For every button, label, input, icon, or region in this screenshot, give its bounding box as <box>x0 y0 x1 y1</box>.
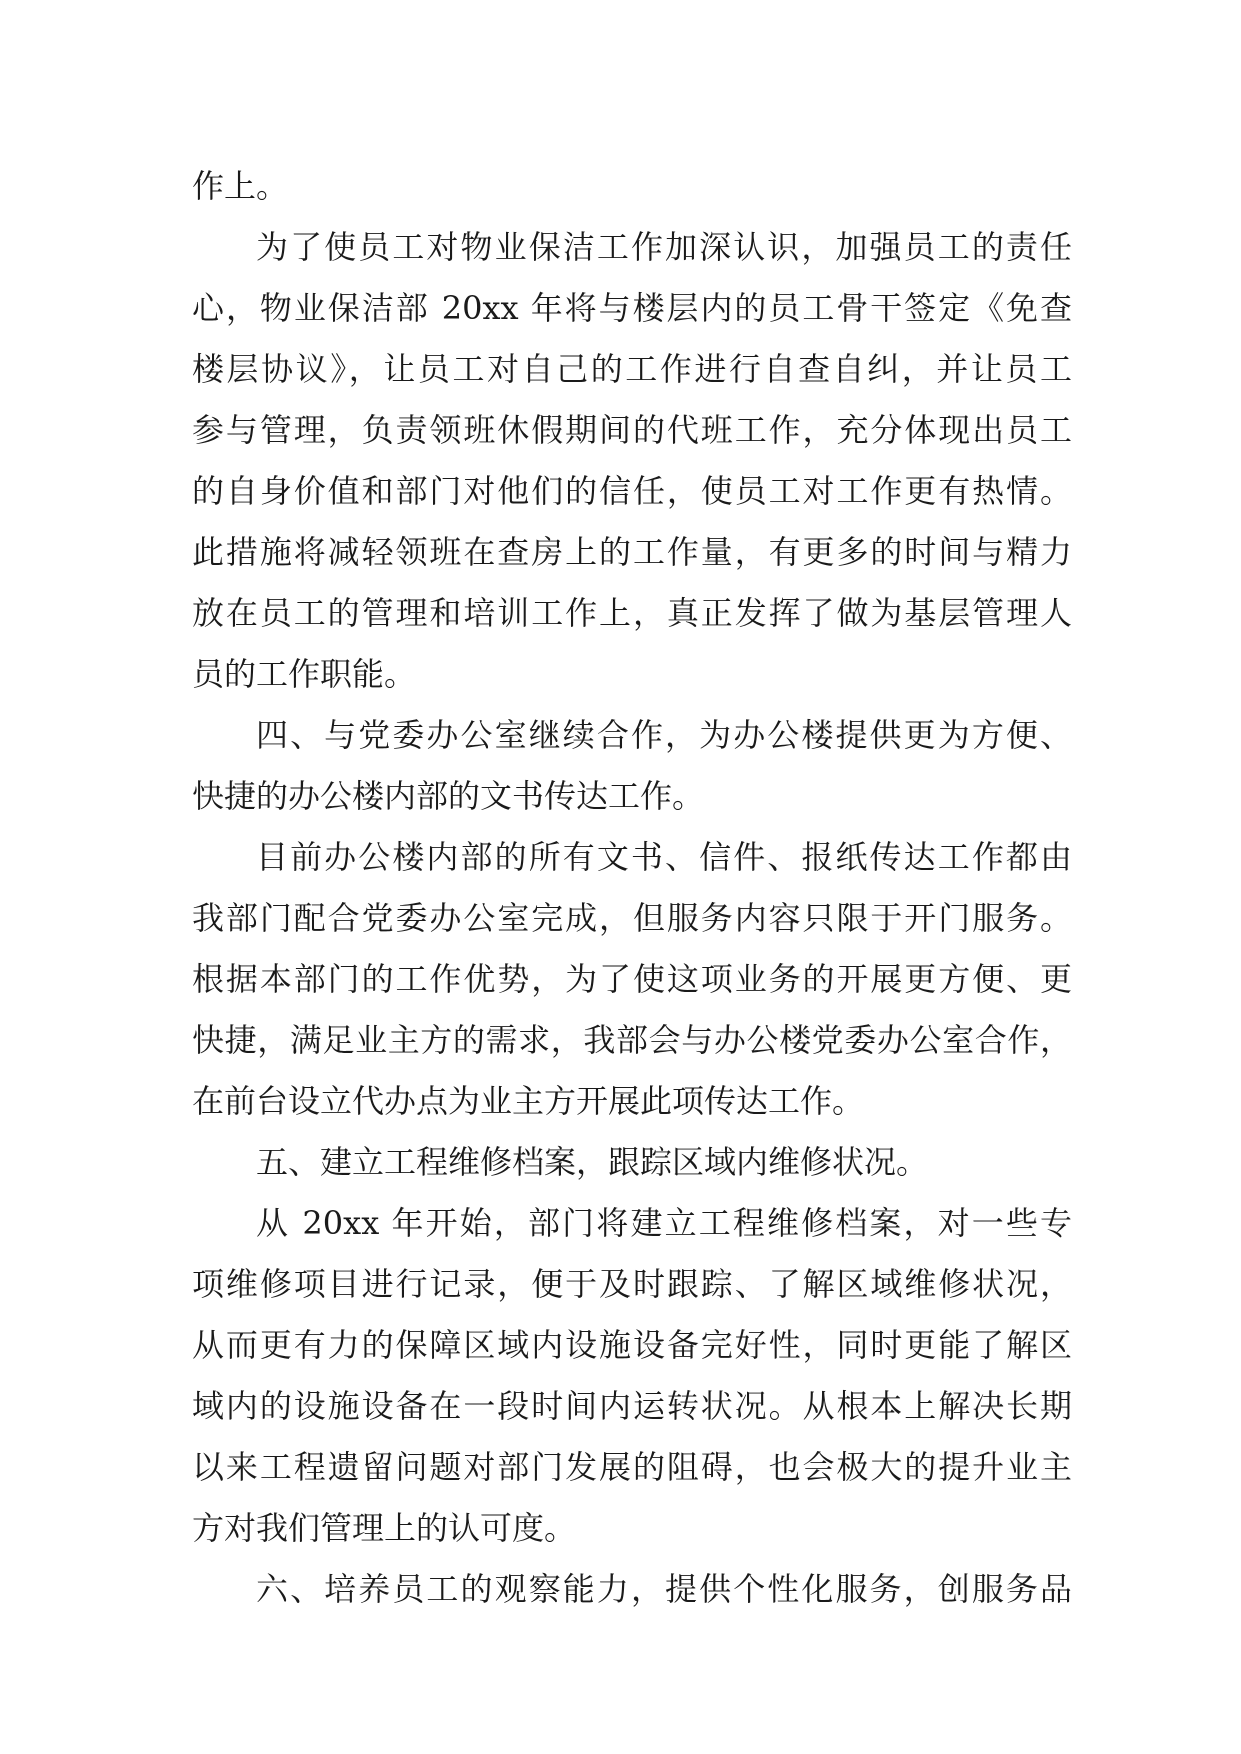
text-line: 从 20xx 年开始，部门将建立工程维修档案，对一些专 <box>256 1204 1072 1242</box>
text-line: 方对我们管理上的认可度。 <box>192 1509 577 1547</box>
text-line: 作上。 <box>192 167 289 205</box>
text-line: 为了使员工对物业保洁工作加深认识，加强员工的责任 <box>256 228 1072 266</box>
text-line: 四、与党委办公室继续合作，为办公楼提供更为方便、 <box>256 716 1072 754</box>
text-line: 在前台设立代办点为业主方开展此项传达工作。 <box>192 1082 865 1120</box>
text-line: 项维修项目进行记录，便于及时跟踪、了解区域维修状况， <box>192 1265 1072 1303</box>
text-line: 域内的设施设备在一段时间内运转状况。从根本上解决长期 <box>192 1387 1072 1425</box>
text-line: 的自身价值和部门对他们的信任，使员工对工作更有热情。 <box>192 472 1072 510</box>
text-line: 楼层协议》，让员工对自己的工作进行自查自纠，并让员工 <box>192 350 1072 388</box>
text-line: 以来工程遗留问题对部门发展的阻碍，也会极大的提升业主 <box>192 1448 1072 1486</box>
text-line: 参与管理，负责领班休假期间的代班工作，充分体现出员工 <box>192 411 1072 449</box>
text-line: 放在员工的管理和培训工作上，真正发挥了做为基层管理人 <box>192 594 1072 632</box>
body-text <box>192 156 1072 1620</box>
text-line: 根据本部门的工作优势，为了使这项业务的开展更方便、更 <box>192 960 1072 998</box>
text-line: 此措施将减轻领班在查房上的工作量，有更多的时间与精力 <box>192 533 1072 571</box>
text-line: 从而更有力的保障区域内设施设备完好性，同时更能了解区 <box>192 1326 1072 1364</box>
text-line: 员的工作职能。 <box>192 655 417 693</box>
text-line: 快捷，满足业主方的需求，我部会与办公楼党委办公室合作， <box>192 1021 1072 1059</box>
text-line: 快捷的办公楼内部的文书传达工作。 <box>192 777 705 815</box>
text-line: 六、培养员工的观察能力，提供个性化服务，创服务品 <box>256 1570 1072 1608</box>
text-line: 五、建立工程维修档案，跟踪区域内维修状况。 <box>256 1143 929 1181</box>
text-line: 心，物业保洁部 20xx 年将与楼层内的员工骨干签定《免查 <box>192 289 1072 327</box>
text-line: 我部门配合党委办公室完成，但服务内容只限于开门服务。 <box>192 899 1072 937</box>
text-line: 目前办公楼内部的所有文书、信件、报纸传达工作都由 <box>256 838 1072 876</box>
